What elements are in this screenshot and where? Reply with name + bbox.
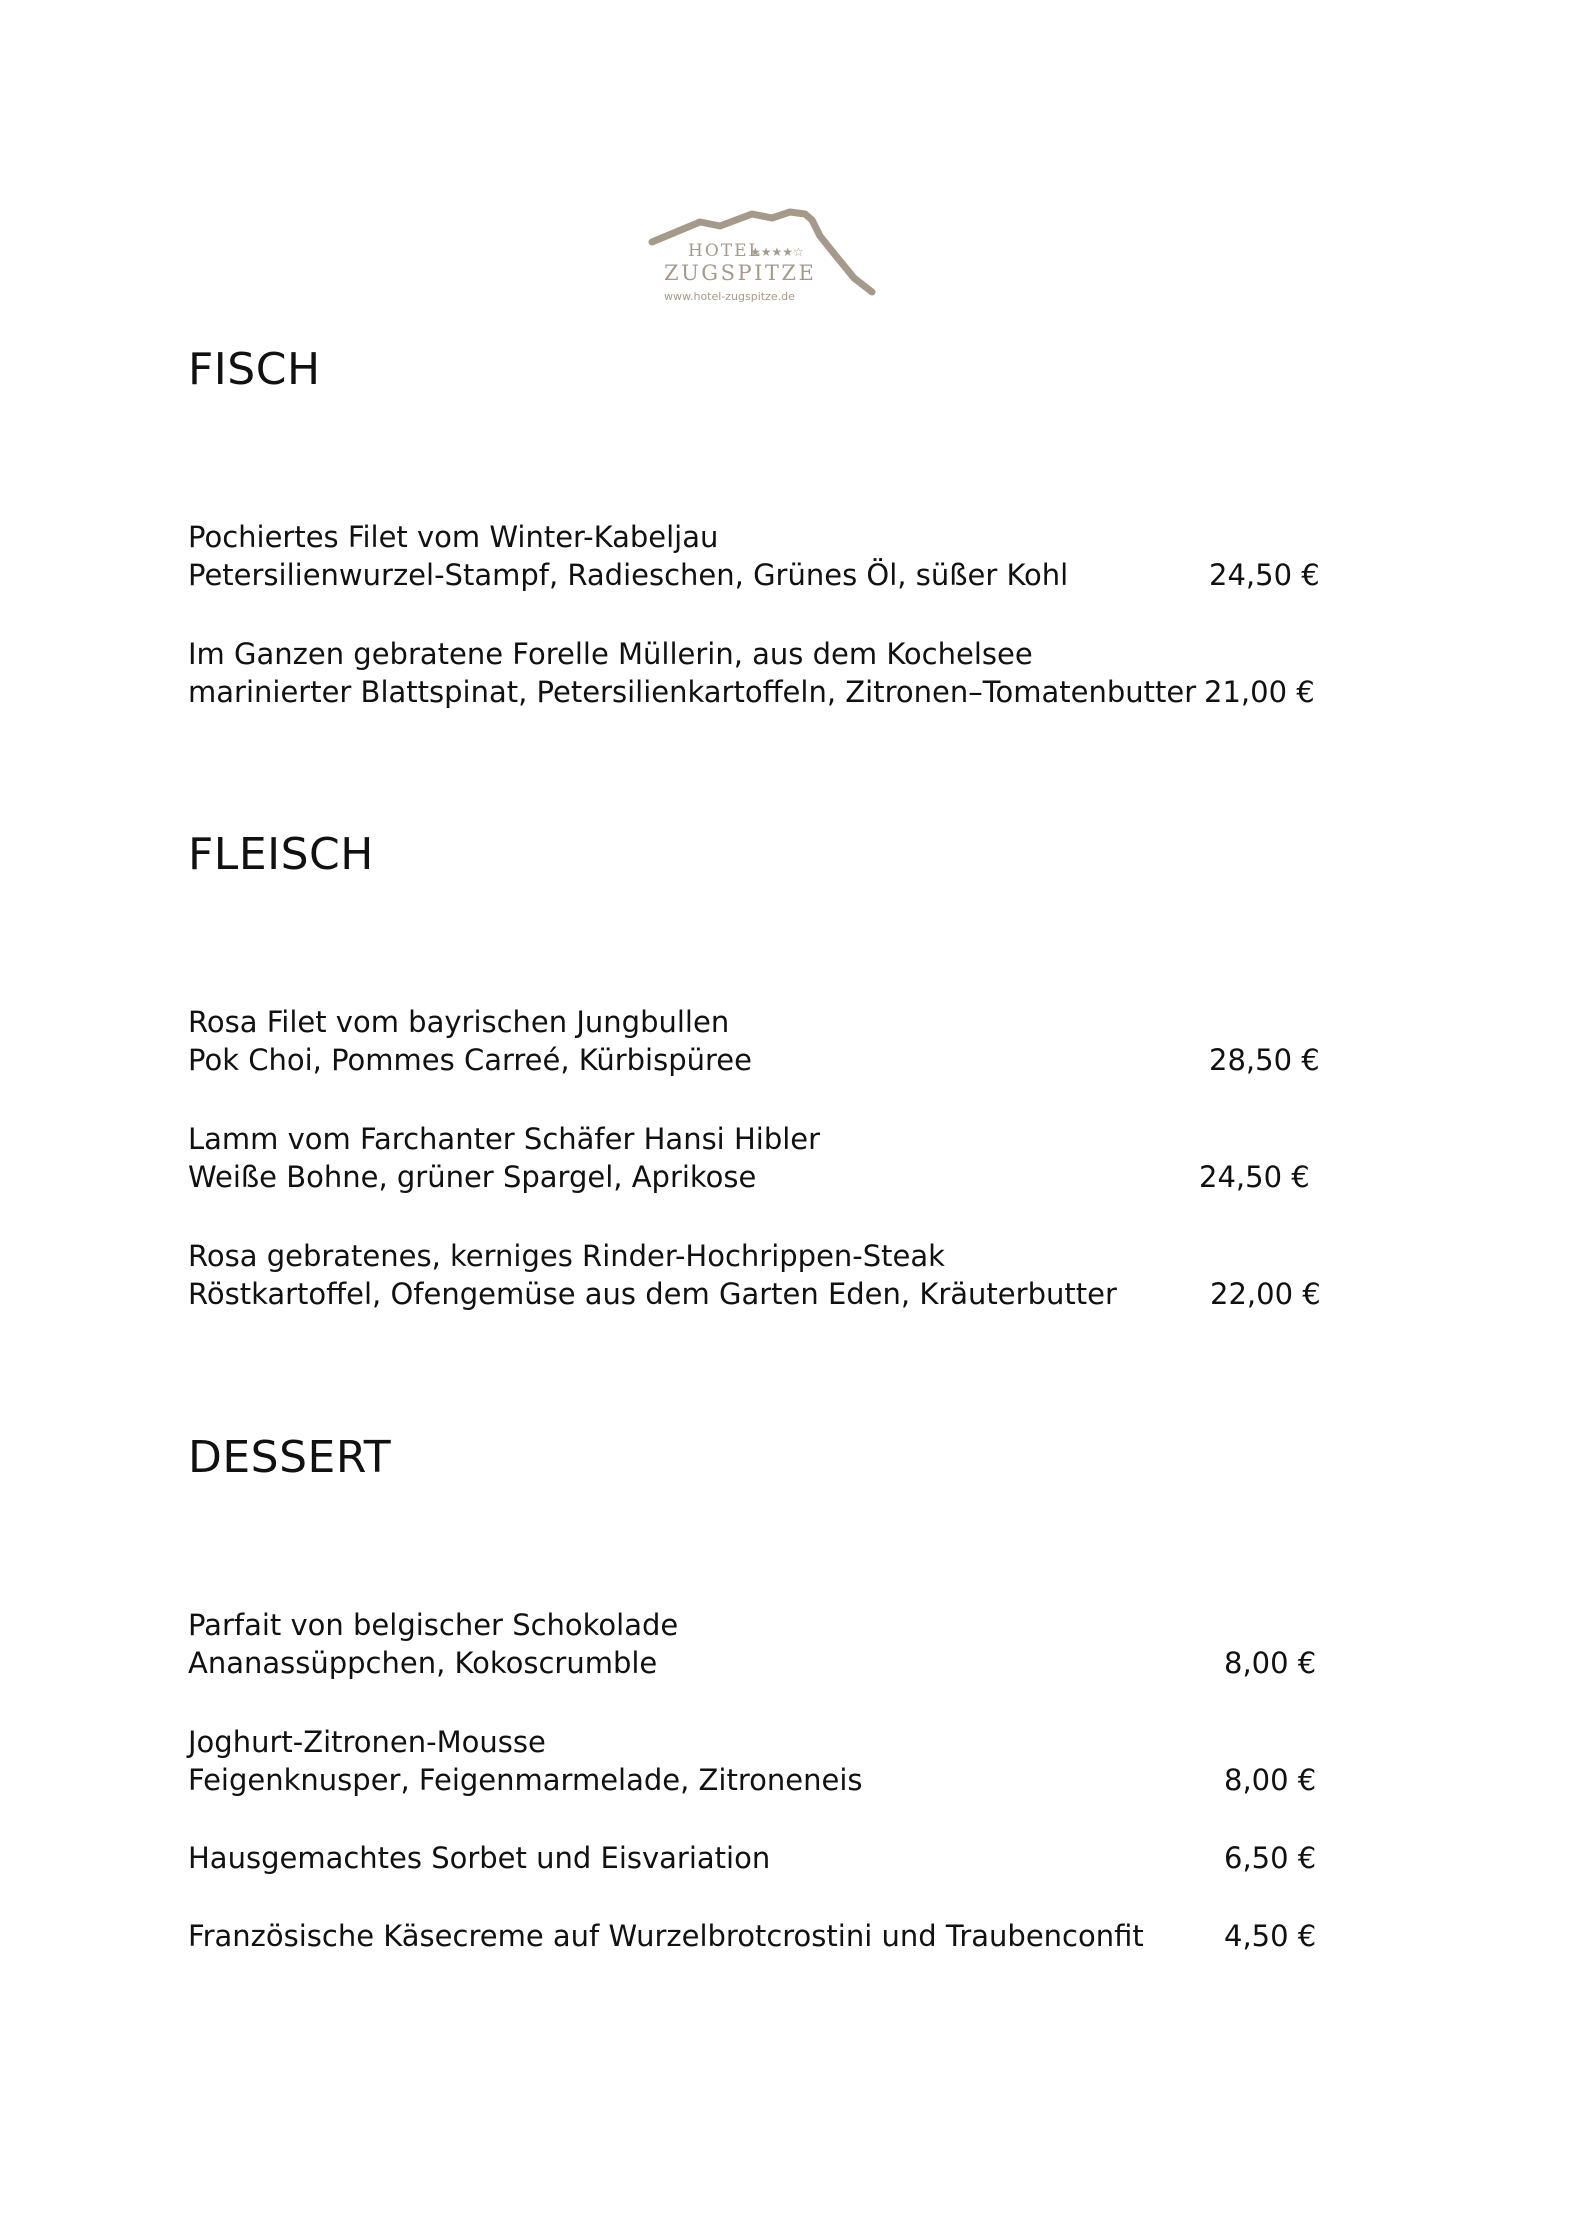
section-title-dessert: DESSERT [188, 1432, 392, 1483]
menu-item-description: Ananassüppchen, Kokoscrumble [188, 1646, 658, 1680]
menu-item-name: Französische Käsecreme auf Wurzelbrotcrostini und Traubenconfit [188, 1919, 1144, 1953]
menu-item-price: 4,50 € [1224, 1919, 1317, 1953]
menu-item-price: 22,00 € [1210, 1277, 1321, 1311]
section-title-fisch: FISCH [188, 344, 321, 395]
menu-item-price: 8,00 € [1224, 1646, 1317, 1680]
menu-item-name: Rosa Filet vom bayrischen Jungbullen [188, 1005, 730, 1039]
menu-item-description: marinierter Blattspinat, Petersilienkartoffeln, Zitronen–Tomatenbutter [188, 675, 1197, 709]
menu-item-price: 24,50 € [1199, 1160, 1310, 1194]
menu-item-description: Pok Choi, Pommes Carreé, Kürbispüree [188, 1043, 752, 1077]
menu-item-description: Weiße Bohne, grüner Spargel, Aprikose [188, 1160, 757, 1194]
logo-url-text: www.hotel-zugspitze.de [664, 290, 795, 303]
menu-item-price: 28,50 € [1209, 1043, 1320, 1077]
logo-zugspitze-text: ZUGSPITZE [664, 261, 817, 285]
menu-item-description: Röstkartoffel, Ofengemüse aus dem Garten Eden, Kräuterbutter [188, 1277, 1117, 1311]
menu-item-name: Rosa gebratenes, kerniges Rinder-Hochrippen-Steak [188, 1239, 945, 1273]
menu-item-name: Im Ganzen gebratene Forelle Müllerin, aus dem Kochelsee [188, 637, 1033, 671]
menu-item-description: Petersilienwurzel-Stampf, Radieschen, Grünes Öl, süßer Kohl [188, 558, 1069, 592]
menu-item-name: Joghurt-Zitronen-Mousse [188, 1725, 546, 1759]
logo-hotel-text: HOTEL [688, 241, 762, 261]
menu-item-price: 24,50 € [1209, 558, 1320, 592]
hotel-logo [640, 200, 900, 320]
menu-item-price: 8,00 € [1224, 1763, 1317, 1797]
menu-item-price: 21,00 € [1204, 675, 1315, 709]
menu-item-name: Pochiertes Filet vom Winter-Kabeljau [188, 520, 719, 554]
section-title-fleisch: FLEISCH [188, 829, 374, 880]
menu-item-name: Lamm vom Farchanter Schäfer Hansi Hibler [188, 1122, 821, 1156]
menu-item-name: Parfait von belgischer Schokolade [188, 1608, 679, 1642]
menu-item-description: Feigenknusper, Feigenmarmelade, Zitroneneis [188, 1763, 863, 1797]
menu-item-price: 6,50 € [1224, 1841, 1317, 1875]
mountain-logo-icon [640, 200, 900, 320]
menu-item-name: Hausgemachtes Sorbet und Eisvariation [188, 1841, 771, 1875]
logo-stars: ★★★★☆ [750, 245, 804, 259]
